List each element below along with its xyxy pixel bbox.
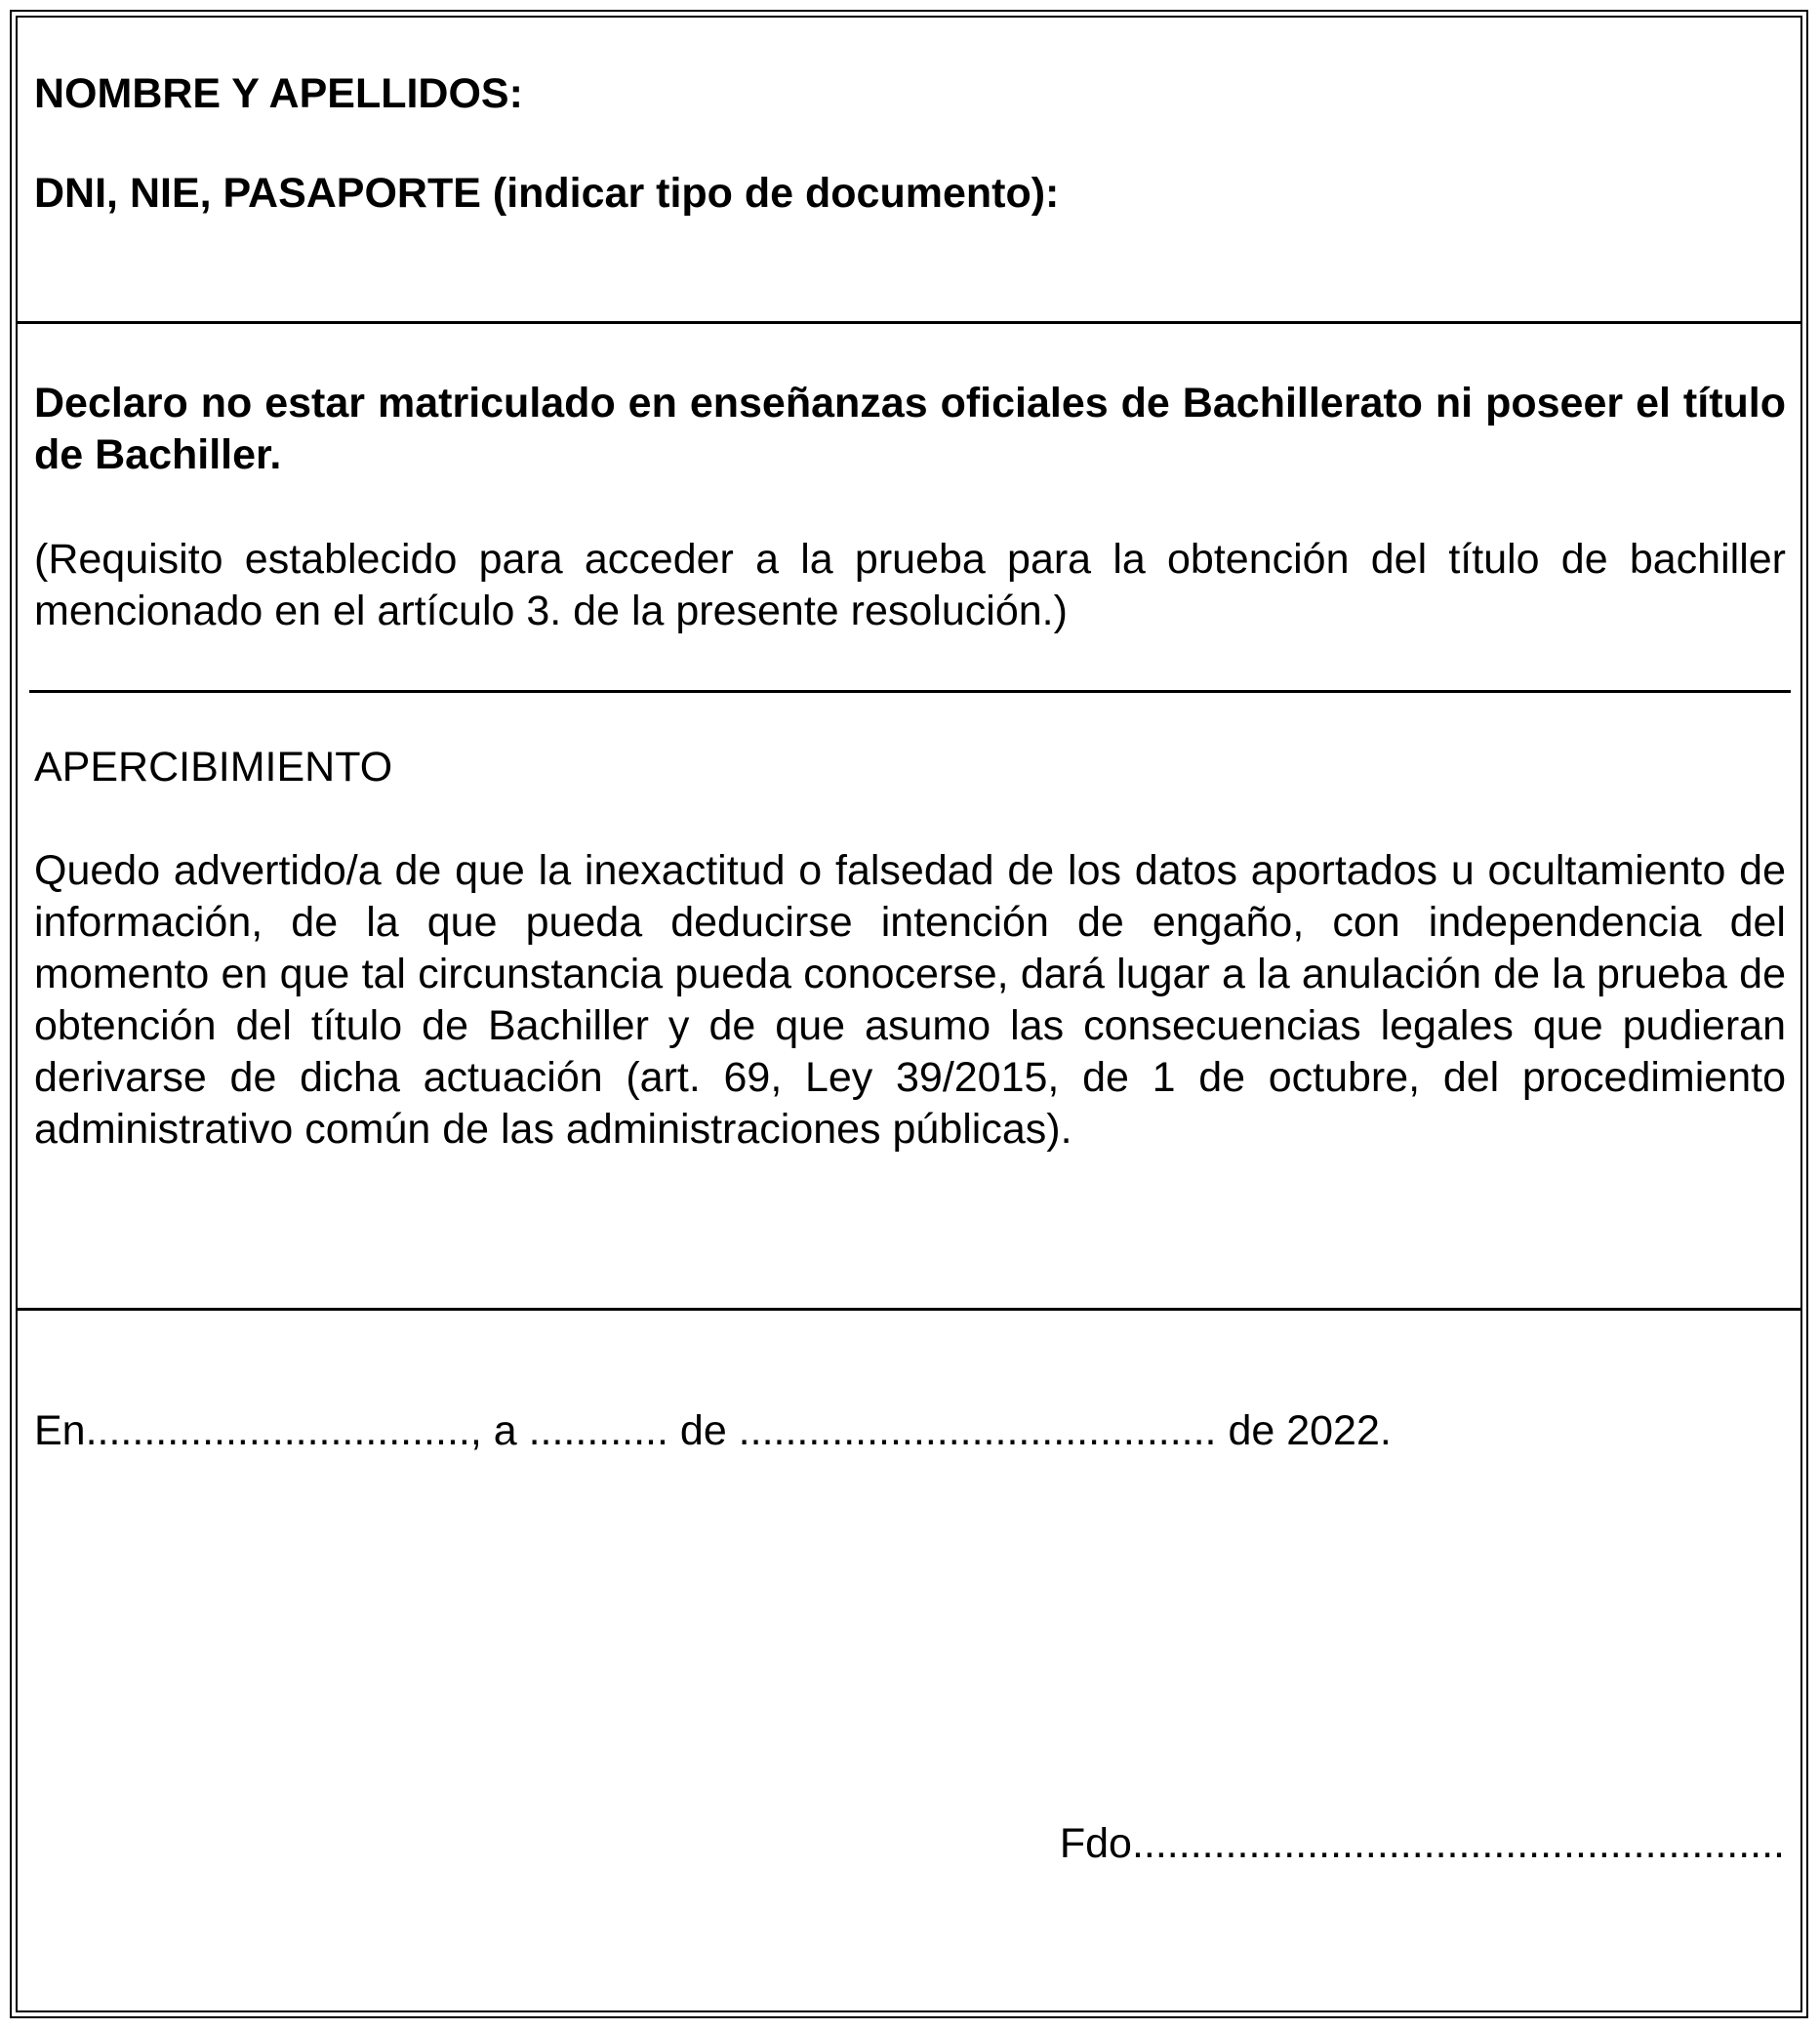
signature-line: Fdo........................................................ (1059, 1820, 1785, 1867)
place-date-line: En................................., a ............ de ......................................... de 2022. (34, 1407, 1392, 1454)
section-divider-3 (16, 1308, 1802, 1311)
requirement-note: (Requisito establecido para acceder a la prueba para la obtención del título de bachiller mencionado en el artículo 3. de la presente resolución.) (34, 536, 1786, 634)
section-divider-1 (16, 321, 1802, 324)
name-label: NOMBRE Y APELLIDOS: (34, 70, 523, 117)
document-type-label: DNI, NIE, PASAPORTE (indicar tipo de documento): (34, 170, 1060, 217)
declaration-statement: Declaro no estar matriculado en enseñanzas oficiales de Bachillerato ni poseer el título de Bachiller. (34, 380, 1786, 478)
warning-body: Quedo advertido/a de que la inexactitud o falsedad de los datos aportados u ocultamiento de información, de la que pueda deducirse intención de engaño, con independencia del momento en que tal circunstancia pueda conocerse, dará lugar a la anulación de la prueba de obtención del título de Bachiller y de que asumo las consecuencias legales que pudieran derivarse de dicha actuación (art. 69, Ley 39/2015, de 1 de octubre, del procedimiento administrativo común de las administraciones públicas). (34, 847, 1786, 1153)
warning-heading: APERCIBIMIENTO (34, 744, 393, 791)
section-divider-2 (29, 690, 1791, 693)
